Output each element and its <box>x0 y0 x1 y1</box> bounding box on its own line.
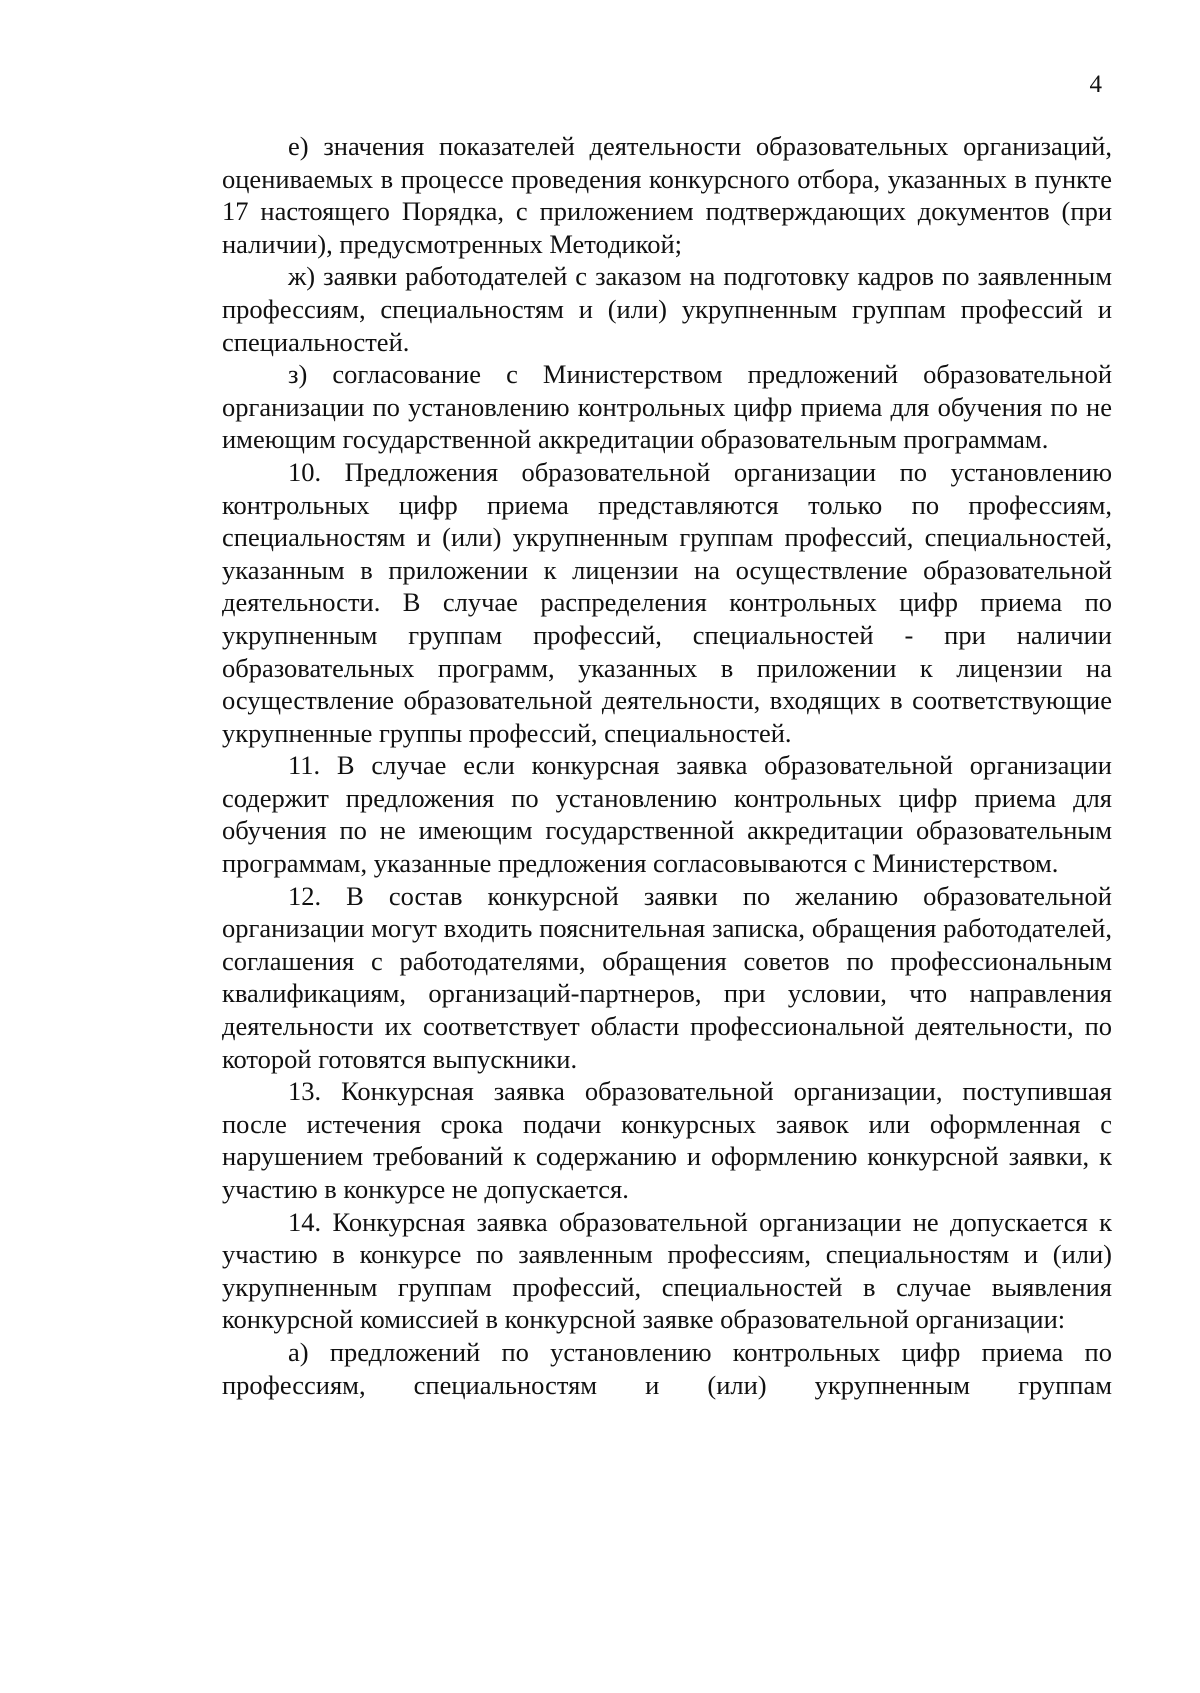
paragraph-10: 10. Предложения образовательной организации по установлению контрольных цифр приема представляются только по профессиям, специальностям и (или) укрупненным группам профессий, специальностей, указанным в приложении к лицензии на осуществление образовательной деятельности. В случае распределения контрольных цифр приема по укрупненным группам профессий, специальностей - при наличии образовательных программ, указанных в приложении к лицензии на осуществление образовательной деятельности, входящих в соответствующие укрупненные группы профессий, специальностей. <box>222 456 1112 748</box>
paragraph-13: 13. Конкурсная заявка образовательной организации, поступившая после истечения срока подачи конкурсных заявок или оформленная с нарушением требований к содержанию и оформлению конкурсной заявки, к участию в конкурсе не допускается. <box>222 1076 1112 1204</box>
document-body <box>222 130 1112 1401</box>
paragraph-11: 11. В случае если конкурсная заявка образовательной организации содержит предложения по установлению контрольных цифр приема для обучения по не имеющим государственной аккредитации образовательным программам, указанные предложения согласовываются с Министерством. <box>222 750 1112 879</box>
paragraph-a: а) предложений по установлению контрольных цифр приема по профессиям, специальностям и (или) укрупненным группам <box>222 1336 1112 1400</box>
page-number: 4 <box>1089 71 1102 98</box>
paragraph-12: 12. В состав конкурсной заявки по желанию образовательной организации могут входить пояснительная записка, обращения работодателей, соглашения с работодателями, обращения советов по профессиональным квалификациям, организаций-партнеров, при условии, что направления деятельности их соответствует области профессиональной деятельности, по которой готовятся выпускники. <box>222 880 1112 1074</box>
paragraph-z: з) согласование с Министерством предложений образовательной организации по установлению контрольных цифр приема для обучения по не имеющим государственной аккредитации образовательным программам. <box>222 359 1112 455</box>
paragraph-zh: ж) заявки работодателей с заказом на подготовку кадров по заявленным профессиям, специальностям и (или) укрупненным группам профессий и специальностей. <box>222 261 1112 357</box>
paragraph-e: е) значения показателей деятельности образовательных организаций, оцениваемых в процессе проведения конкурсного отбора, указанных в пункте 17 настоящего Порядка, с приложением подтверждающих документов (при наличии), предусмотренных Методикой; <box>222 131 1112 259</box>
paragraph-14: 14. Конкурсная заявка образовательной организации не допускается к участию в конкурсе по заявленным профессиям, специальностям и (или) укрупненным группам профессий, специальностей в случае выявления конкурсной комиссией в конкурсной заявке образовательной организации: <box>222 1206 1112 1335</box>
